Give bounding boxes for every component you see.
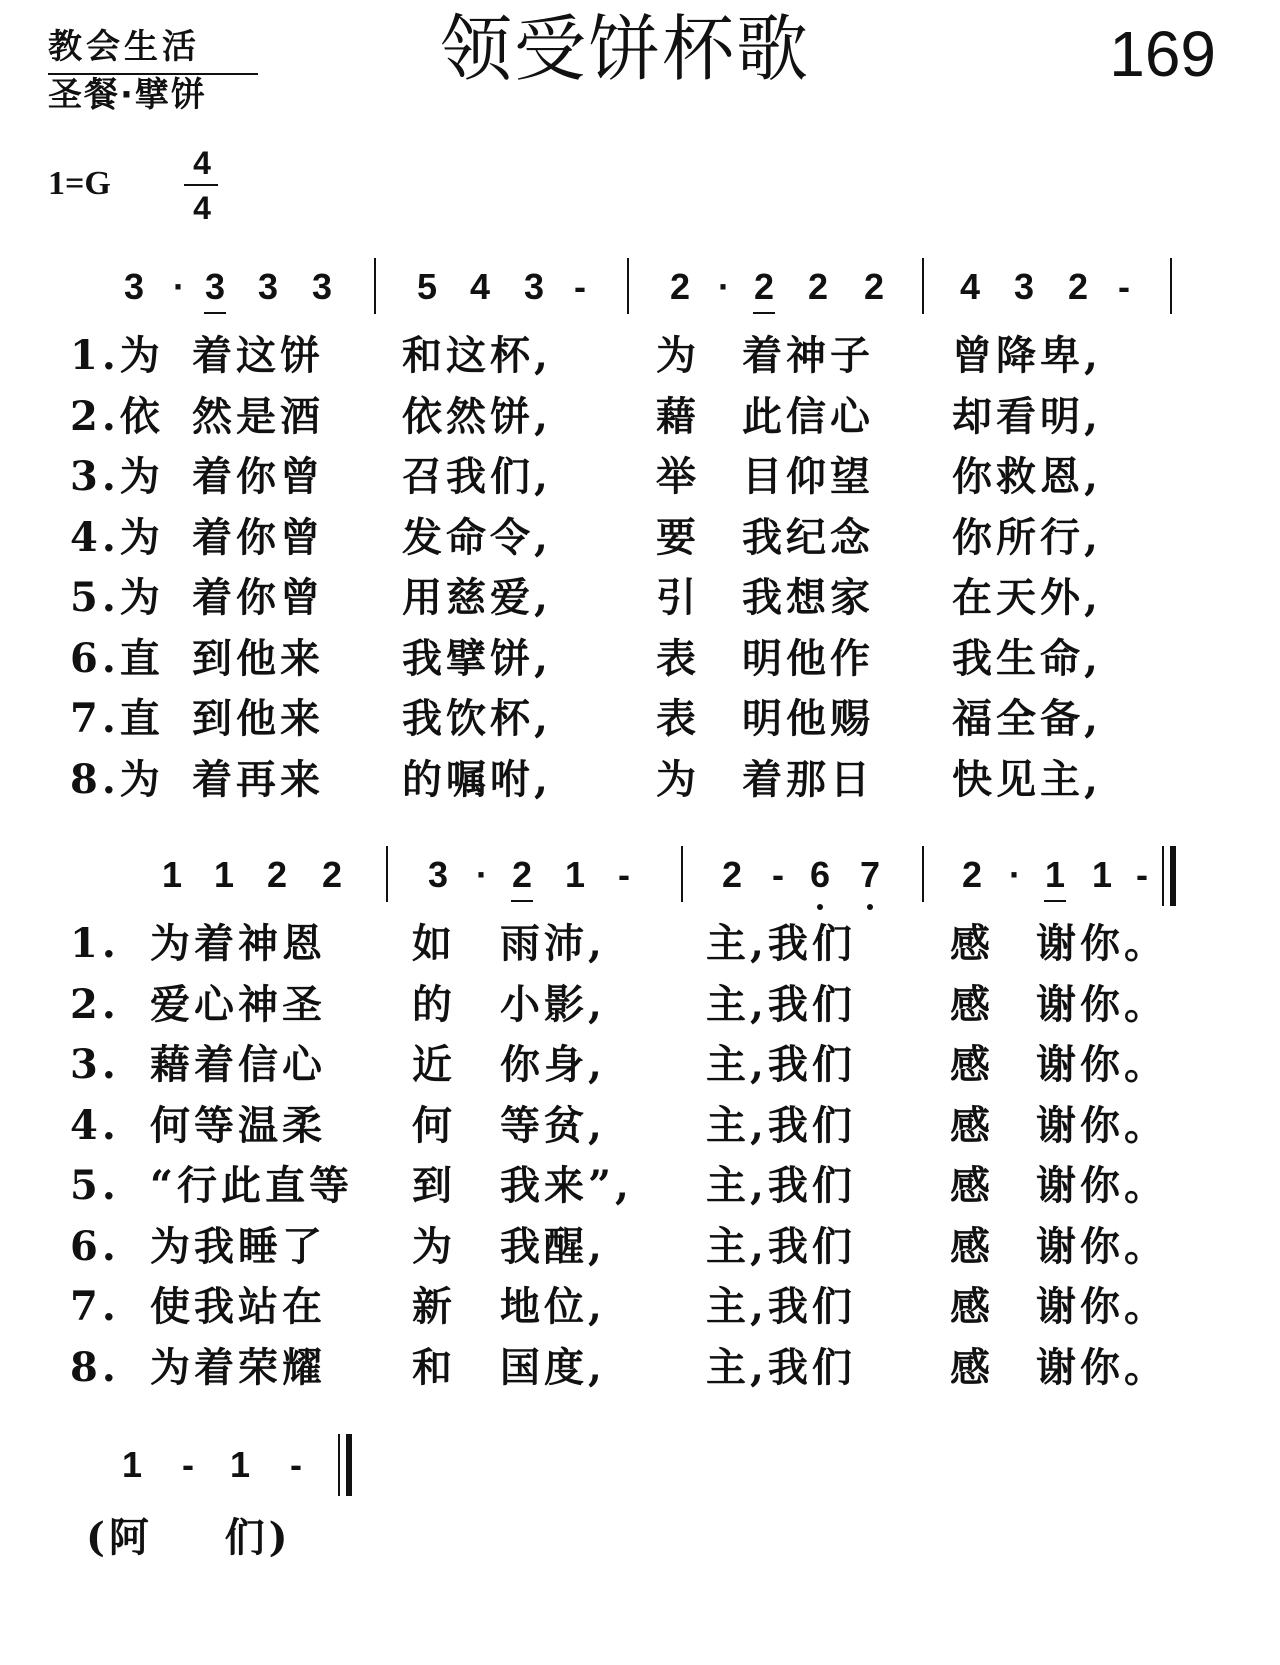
amen-notation xyxy=(0,1440,400,1490)
bar-line xyxy=(627,258,629,314)
lyric-segment: 和 xyxy=(412,1343,456,1391)
lyric-segment: 主,我们 xyxy=(706,1343,856,1391)
note: 1 xyxy=(1044,854,1066,895)
lyric-segment: 到 xyxy=(412,1162,456,1209)
notation-line-2 xyxy=(0,850,1280,900)
lyric-segment: 谢你。 xyxy=(1036,1343,1168,1391)
lyric-segment: 和这杯, xyxy=(402,332,552,379)
note: 1 xyxy=(161,854,183,895)
lyric-segment: 到他来 xyxy=(192,695,324,742)
lyric-segment: 6.直 xyxy=(70,634,164,682)
lyric-segment: 感 xyxy=(950,1283,994,1330)
lyric-segment: 然是酒 xyxy=(192,392,324,440)
lyric-segment: 何等温柔 xyxy=(150,1101,326,1149)
lyric-segment: 感 xyxy=(950,1101,994,1149)
category-label: 教会生活 xyxy=(48,27,200,67)
lyric-segment: 你所行, xyxy=(952,513,1102,561)
lyric-segment: 如 xyxy=(412,920,456,967)
lyric-segment: 到他来 xyxy=(192,634,324,682)
note: 2 xyxy=(961,854,983,895)
lyric-segment: 藉着信心 xyxy=(150,1041,326,1088)
lyric-segment: 为 xyxy=(412,1222,456,1270)
lyric-segment: 雨沛, xyxy=(500,920,606,967)
lyric-segment: 主,我们 xyxy=(706,1222,856,1270)
note-dot: · xyxy=(718,266,730,307)
lyric-segment: 快见主, xyxy=(952,755,1102,803)
lyric-segment: 谢你。 xyxy=(1036,980,1168,1028)
hymn-title: 领受饼杯歌 xyxy=(440,7,811,91)
lyric-segment: 此信心 xyxy=(742,392,874,440)
final-bar-line-thin xyxy=(1162,846,1164,906)
lyric-segment: 使我站在 xyxy=(150,1283,326,1330)
lyric-segment: 8. xyxy=(70,1343,120,1391)
lyric-segment: 的嘱咐, xyxy=(402,755,552,803)
lyric-segment: 依然饼, xyxy=(402,392,552,440)
lyric-segment: 我想家 xyxy=(742,574,874,621)
lyric-segment: 感 xyxy=(950,1041,994,1088)
lyric-segment: 新 xyxy=(412,1283,456,1330)
note: 3 xyxy=(523,266,545,307)
lyric-segment: 你身, xyxy=(500,1041,606,1088)
lyric-segment: 主,我们 xyxy=(706,980,856,1028)
lyric-segment: 1.为 xyxy=(70,332,164,379)
lyric-segment: 为我睡了 xyxy=(150,1222,326,1270)
note: 6 xyxy=(809,854,831,895)
note: 2 xyxy=(511,854,533,895)
lyric-segment: 在天外, xyxy=(952,574,1102,621)
subcategory-label: 圣餐·擘饼 xyxy=(48,75,207,115)
note: 3 xyxy=(257,266,279,307)
lyric-segment: 感 xyxy=(950,1343,994,1391)
bar-line xyxy=(681,846,683,902)
lyric-segment: 你救恩, xyxy=(952,453,1102,500)
lyric-segment: 7.直 xyxy=(70,695,164,742)
note-dash: - xyxy=(618,854,630,895)
lyric-segment: 2.依 xyxy=(70,392,164,440)
note: 7 xyxy=(859,854,881,895)
bar-line xyxy=(386,846,388,902)
lyric-segment: 近 xyxy=(412,1041,456,1088)
note: 2 xyxy=(321,854,343,895)
lyric-segment: 7. xyxy=(70,1283,120,1330)
lyric-segment: 着你曾 xyxy=(192,453,324,500)
bar-line xyxy=(922,846,924,902)
note-dot: · xyxy=(173,266,185,307)
lyric-segment: 5. xyxy=(70,1162,120,1209)
note-underline xyxy=(204,312,226,314)
lyric-segment: 的 xyxy=(412,980,456,1028)
lyric-segment: 5.为 xyxy=(70,574,164,621)
lyric-segment: 谢你。 xyxy=(1036,1222,1168,1270)
lyric-segment: 1. xyxy=(70,920,120,967)
note: 3 xyxy=(427,854,449,895)
lyric-segment: 用慈爱, xyxy=(402,574,552,621)
lyric-segment: 福全备, xyxy=(952,695,1102,742)
note-dash: - xyxy=(1136,854,1148,895)
lyric-segment: 4.为 xyxy=(70,513,164,561)
lyric-segment: 我生命, xyxy=(952,634,1102,682)
lyric-segment: 召我们, xyxy=(402,453,552,500)
lyric-segment: 8.为 xyxy=(70,755,164,803)
lyric-segment: 谢你。 xyxy=(1036,920,1168,967)
note: 3 xyxy=(123,266,145,307)
note-dash: - xyxy=(290,1444,302,1485)
lyric-segment: 为 xyxy=(656,332,700,379)
lyric-segment: 谢你。 xyxy=(1036,1283,1168,1330)
note: 2 xyxy=(807,266,829,307)
lower-octave-dot xyxy=(817,904,823,910)
lyric-segment: 3. xyxy=(70,1041,120,1088)
lyric-segment: 6. xyxy=(70,1222,120,1270)
lyric-segment: 主,我们 xyxy=(706,920,856,967)
amen-final-bar-thick xyxy=(346,1434,352,1496)
lyric-segment: 小影, xyxy=(500,980,606,1028)
bar-line xyxy=(1170,258,1172,314)
lyric-segment: 要 xyxy=(656,513,700,561)
note-dot: · xyxy=(1009,854,1021,895)
note: 1 xyxy=(564,854,586,895)
note-dot: · xyxy=(476,854,488,895)
lyric-segment: 目仰望 xyxy=(742,453,874,500)
note-dash: - xyxy=(1118,266,1130,307)
lyric-segment: 为着荣耀 xyxy=(150,1343,326,1391)
time-signature-top: 4 xyxy=(193,145,211,181)
lyric-segment: 表 xyxy=(656,695,700,742)
lyric-segment: 我来”, xyxy=(500,1162,633,1209)
lyric-segment: 着那日 xyxy=(742,755,874,803)
note: 4 xyxy=(959,266,981,307)
time-signature-bottom: 4 xyxy=(193,190,211,226)
note: 5 xyxy=(416,266,438,307)
note: 1 xyxy=(213,854,235,895)
lyric-segment: 明他作 xyxy=(742,634,874,682)
lyric-segment: 着你曾 xyxy=(192,513,324,561)
note: 2 xyxy=(669,266,691,307)
lyric-segment: “行此直等 xyxy=(150,1162,354,1209)
note-underline xyxy=(1044,900,1066,902)
note: 2 xyxy=(753,266,775,307)
note: 3 xyxy=(1013,266,1035,307)
lyric-segment: 主,我们 xyxy=(706,1283,856,1330)
lyric-segment: 4. xyxy=(70,1101,120,1149)
lyric-segment: 引 xyxy=(656,574,700,621)
key-signature: 1=G xyxy=(48,165,111,202)
lyric-segment: 明他赐 xyxy=(742,695,874,742)
lyric-segment: 发命令, xyxy=(402,513,552,561)
lyric-segment: 我醒, xyxy=(500,1222,606,1270)
lyric-segment: 国度, xyxy=(500,1343,606,1391)
lyric-segment: 等贫, xyxy=(500,1101,606,1149)
lyric-segment: 主,我们 xyxy=(706,1162,856,1209)
lyric-segment: 感 xyxy=(950,920,994,967)
lyric-segment: 却看明, xyxy=(952,392,1102,440)
lyric-segment: 谢你。 xyxy=(1036,1162,1168,1209)
note: 1 xyxy=(229,1444,251,1485)
lyric-segment: 曾降卑, xyxy=(952,332,1102,379)
note: 2 xyxy=(1067,266,1089,307)
lyric-segment: 着神子 xyxy=(742,332,874,379)
note-dash: - xyxy=(574,266,586,307)
lyric-segment: 感 xyxy=(950,980,994,1028)
note: 1 xyxy=(121,1444,143,1485)
note: 2 xyxy=(721,854,743,895)
lyric-segment: 谢你。 xyxy=(1036,1041,1168,1088)
lyric-segment: 感 xyxy=(950,1222,994,1270)
lyric-segment: 着你曾 xyxy=(192,574,324,621)
lyric-segment: 谢你。 xyxy=(1036,1101,1168,1149)
lyric-segment: 我纪念 xyxy=(742,513,874,561)
time-signature-line xyxy=(184,184,218,186)
note: 2 xyxy=(266,854,288,895)
bar-line xyxy=(374,258,376,314)
notation-line-1 xyxy=(0,262,1280,312)
lyric-segment: 爱心神圣 xyxy=(150,980,326,1028)
lyric-segment: 我饮杯, xyxy=(402,695,552,742)
lyric-segment: 主,我们 xyxy=(706,1041,856,1088)
note: 2 xyxy=(863,266,885,307)
lyric-segment: 藉 xyxy=(656,392,700,440)
lyric-segment: 着这饼 xyxy=(192,332,324,379)
lyric-segment: 主,我们 xyxy=(706,1101,856,1149)
note: 1 xyxy=(1091,854,1113,895)
lyric-segment: 2. xyxy=(70,980,120,1028)
lyric-segment: 地位, xyxy=(500,1283,606,1330)
note: 4 xyxy=(469,266,491,307)
note: 3 xyxy=(311,266,333,307)
note: 3 xyxy=(204,266,226,307)
note-underline xyxy=(511,900,533,902)
lower-octave-dot xyxy=(867,904,873,910)
note-dash: - xyxy=(182,1444,194,1485)
note-underline xyxy=(753,312,775,314)
lyric-segment: 何 xyxy=(412,1101,456,1149)
amen-lyrics: (阿 们) xyxy=(86,1514,292,1561)
lyric-segment: 我擘饼, xyxy=(402,634,552,682)
hymn-number: 169 xyxy=(1109,18,1216,90)
final-bar-line-thick xyxy=(1170,846,1176,906)
lyric-segment: 为着神恩 xyxy=(150,920,326,967)
lyric-segment: 着再来 xyxy=(192,755,324,803)
note-dash: - xyxy=(772,854,784,895)
lyric-segment: 举 xyxy=(656,453,700,500)
amen-final-bar-thin xyxy=(338,1434,340,1496)
lyric-segment: 3.为 xyxy=(70,453,164,500)
lyric-segment: 为 xyxy=(656,755,700,803)
lyric-segment: 感 xyxy=(950,1162,994,1209)
bar-line xyxy=(922,258,924,314)
lyric-segment: 表 xyxy=(656,634,700,682)
